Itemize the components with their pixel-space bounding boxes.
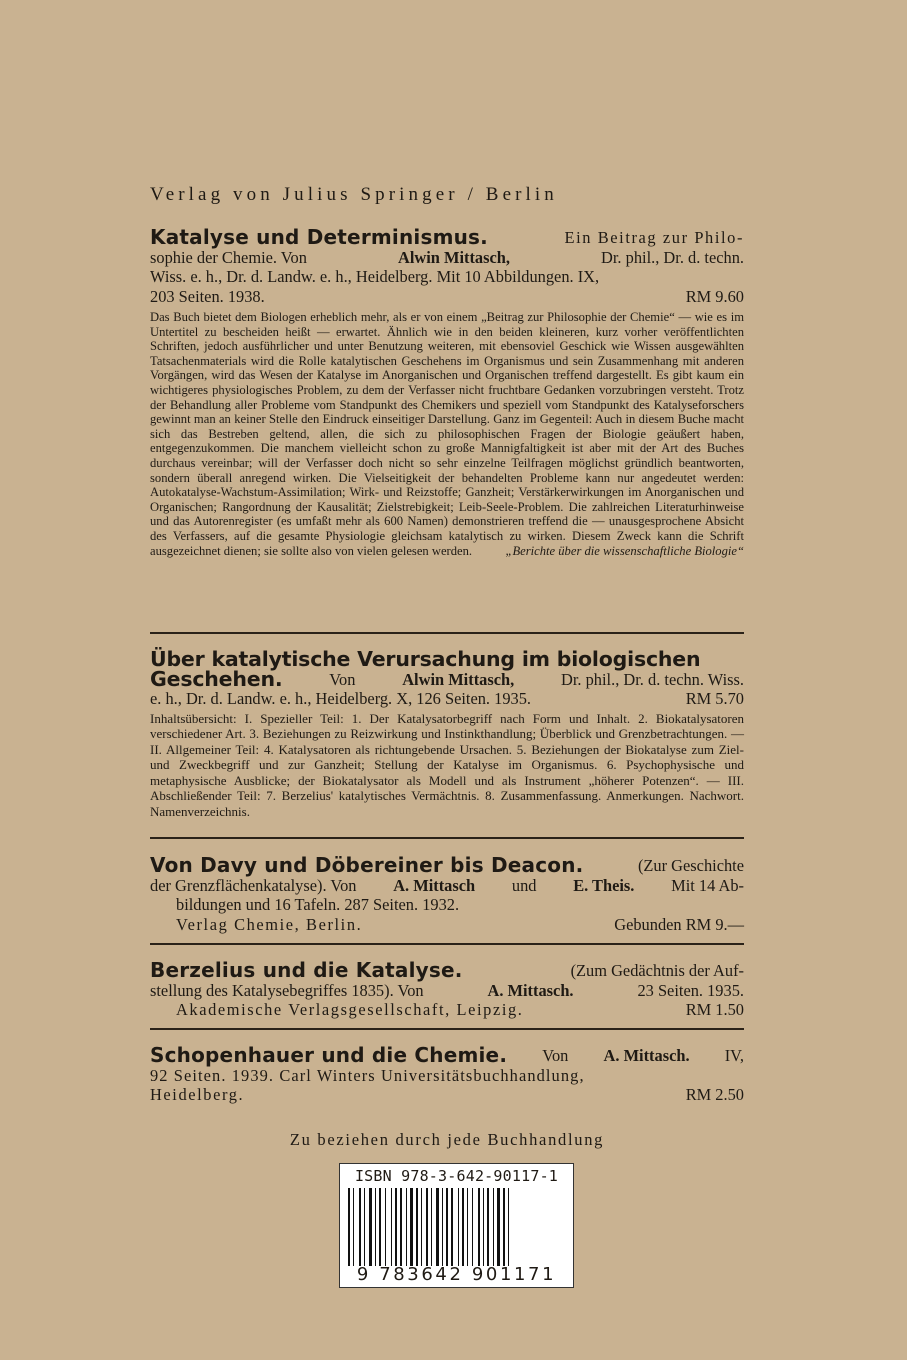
barcode-bar bbox=[400, 1188, 402, 1266]
barcode-bar bbox=[353, 1188, 354, 1266]
text-fragment: Dr. phil., Dr. d. techn. bbox=[601, 247, 744, 267]
barcode-bar bbox=[442, 1188, 443, 1266]
barcode-bar bbox=[510, 1188, 512, 1266]
entry-header bbox=[150, 647, 744, 709]
barcode-bar bbox=[421, 1188, 422, 1266]
barcode-bar bbox=[403, 1188, 405, 1266]
barcode-bar bbox=[375, 1188, 376, 1266]
barcode-bar bbox=[503, 1188, 505, 1266]
barcode-bar bbox=[429, 1188, 430, 1266]
barcode-bar bbox=[382, 1188, 384, 1266]
book-entry-katalytische-verursachung bbox=[150, 647, 744, 820]
barcode-bar bbox=[495, 1188, 496, 1266]
barcode-bar bbox=[419, 1188, 420, 1266]
text-fragment: sophie der Chemie. Von bbox=[150, 247, 307, 267]
author-name: A. Mittasch bbox=[393, 875, 476, 895]
text-fragment: stellung des Katalysebegriffes 1835). Von bbox=[150, 980, 424, 1000]
author-name: A. Mittasch. bbox=[487, 980, 574, 1000]
book-title: Berzelius und die Katalyse. bbox=[150, 958, 463, 982]
price: RM 2.50 bbox=[685, 1085, 744, 1104]
barcode-bar bbox=[395, 1188, 397, 1266]
barcode-bar bbox=[458, 1188, 459, 1266]
text-fragment: Dr. phil., Dr. d. techn. Wiss. bbox=[561, 669, 744, 689]
barcode-bar bbox=[462, 1188, 464, 1266]
barcode-bar bbox=[446, 1188, 448, 1266]
barcode-bar bbox=[398, 1188, 399, 1266]
barcode-bar bbox=[483, 1188, 484, 1266]
barcode-bar bbox=[487, 1188, 489, 1266]
barcode-bar bbox=[426, 1188, 428, 1266]
barcode-bar bbox=[460, 1188, 461, 1266]
subtitle-text: (Zur Geschichte bbox=[637, 856, 744, 875]
barcode-bar bbox=[385, 1188, 386, 1266]
divider bbox=[150, 837, 744, 839]
barcode-bar bbox=[449, 1188, 450, 1266]
barcode-bar bbox=[490, 1188, 492, 1266]
ean-digits: 9 783642 901171 bbox=[356, 1264, 557, 1285]
barcode-bar bbox=[433, 1188, 435, 1266]
barcode-bar bbox=[467, 1188, 468, 1266]
barcode-bar bbox=[478, 1188, 480, 1266]
text-fragment: der Grenzflächenkatalyse). Von bbox=[150, 875, 357, 895]
author-name: Alwin Mittasch, bbox=[402, 669, 515, 689]
barcode-bar bbox=[501, 1188, 502, 1266]
barcode-bar bbox=[497, 1188, 500, 1266]
barcode-bar bbox=[408, 1188, 409, 1266]
text-fragment: Von bbox=[329, 669, 356, 689]
barcode-bar bbox=[474, 1188, 477, 1266]
barcode-bar bbox=[493, 1188, 494, 1266]
barcode-bar bbox=[506, 1188, 507, 1266]
barcode-bar bbox=[481, 1188, 482, 1266]
barcode-bar bbox=[369, 1188, 372, 1266]
barcode-bar bbox=[485, 1188, 486, 1266]
review-text bbox=[150, 310, 744, 558]
barcode-bar bbox=[379, 1188, 381, 1266]
publication-details: e. h., Dr. d. Landw. e. h., Heidelberg. X, 126 Seiten. 1935. bbox=[150, 689, 532, 708]
author-name: E. Theis. bbox=[573, 875, 635, 895]
book-title: Schopenhauer und die Chemie. bbox=[150, 1043, 508, 1067]
divider bbox=[150, 1028, 744, 1030]
book-entry-davy-doebereiner bbox=[150, 853, 744, 934]
barcode-bar bbox=[431, 1188, 432, 1266]
barcode-bar bbox=[348, 1188, 350, 1266]
barcode-bar bbox=[362, 1188, 363, 1266]
contents-summary: Inhaltsübersicht: I. Spezieller Teil: 1. Der Katalysatorbegriff nach Form und Inhalt. 2. Biokatalysatoren verschiedener Art. 3. Beziehungen zu Reizwirkung und Instinkthandlung; Überblick und Grenzbetrachtungen. — II. Allgemeiner Teil: 4. Katalysatoren als richtungebende Ursachen. 5. Beziehungen der Biokatalyse zum Ziel- und Zweckbegriff und zur Ganzheit; Stellung der Katalyse im Organismus. 6. Psychophysische und metaphysische Ausblicke; der Biokatalysator als Modell und als Instrument „höherer Potenzen“. — III. Abschließender Teil: 7. Berzelius' katalytisches Vermächtnis. 8. Zusammenfassung. Anmerkungen. Nachwort. Namenverzeichnis. bbox=[150, 710, 744, 820]
book-entry-katalyse-determinismus bbox=[150, 225, 744, 558]
barcode-bar bbox=[406, 1188, 407, 1266]
author-name: Alwin Mittasch, bbox=[397, 247, 510, 267]
barcode-bar bbox=[410, 1188, 413, 1266]
text-fragment: IV, bbox=[724, 1046, 744, 1065]
price: RM 9.60 bbox=[685, 286, 744, 306]
barcode-bar bbox=[440, 1188, 441, 1266]
barcode-bar bbox=[373, 1188, 374, 1266]
divider bbox=[150, 943, 744, 945]
subtitle-text: Ein Beitrag zur Philo- bbox=[564, 228, 744, 247]
availability-note: Zu beziehen durch jede Buchhandlung bbox=[289, 1130, 605, 1149]
book-title-line2: Geschehen. bbox=[150, 666, 283, 691]
barcode-bar bbox=[444, 1188, 445, 1266]
barcode-bar bbox=[393, 1188, 394, 1266]
entry-header bbox=[150, 1043, 744, 1105]
text-fragment: Mit 14 Ab- bbox=[671, 875, 744, 895]
barcode-bar bbox=[364, 1188, 365, 1266]
entry-header bbox=[150, 958, 744, 1020]
barcode-bar bbox=[359, 1188, 361, 1266]
price: Gebunden RM 9.— bbox=[614, 914, 744, 934]
barcode-bar bbox=[472, 1188, 473, 1266]
text-fragment: 23 Seiten. 1935. bbox=[637, 980, 744, 1000]
barcode-bar bbox=[387, 1188, 390, 1266]
text-fragment: und bbox=[511, 875, 537, 895]
barcode-bar bbox=[465, 1188, 466, 1266]
review-source: „Berichte über die wissenschaftliche Biologie“ bbox=[505, 543, 744, 558]
book-title: Von Davy und Döbereiner bis Deacon. bbox=[150, 853, 584, 877]
barcode-bar bbox=[355, 1188, 358, 1266]
barcode-bar bbox=[391, 1188, 392, 1266]
barcode-bar bbox=[416, 1188, 418, 1266]
publisher-name: Akademische Verlagsgesellschaft, Leipzig. bbox=[176, 1000, 524, 1019]
divider bbox=[150, 632, 744, 634]
entry-header bbox=[150, 225, 744, 306]
barcode-bar bbox=[451, 1188, 453, 1266]
barcode-bar bbox=[351, 1188, 352, 1266]
text-fragment: Von bbox=[542, 1046, 569, 1065]
barcode-bar bbox=[469, 1188, 471, 1266]
book-title-line1: Über katalytische Verursachung im biologischen bbox=[150, 647, 701, 671]
publication-details: Wiss. e. h., Dr. d. Landw. e. h., Heidelberg. Mit 10 Abbildungen. IX, bbox=[150, 267, 600, 286]
subtitle-text: (Zum Gedächtnis der Auf- bbox=[570, 961, 744, 980]
isbn-label: ISBN 978-3-642-90117-1 bbox=[354, 1167, 559, 1185]
barcode-bar bbox=[436, 1188, 439, 1266]
publication-details: bildungen und 16 Tafeln. 287 Seiten. 1932. bbox=[176, 895, 460, 914]
barcode-bar bbox=[377, 1188, 378, 1266]
price: RM 1.50 bbox=[685, 1000, 744, 1019]
book-entry-schopenhauer bbox=[150, 1043, 744, 1105]
book-title: Katalyse und Determinismus. bbox=[150, 225, 488, 249]
publisher-name: Verlag Chemie, Berlin. bbox=[176, 914, 363, 934]
barcode-bars bbox=[348, 1188, 565, 1266]
isbn-barcode bbox=[339, 1163, 574, 1288]
author-name: A. Mittasch. bbox=[603, 1046, 690, 1065]
publisher-line: Verlag von Julius Springer / Berlin bbox=[150, 184, 558, 205]
entry-header bbox=[150, 853, 744, 934]
price: RM 5.70 bbox=[685, 689, 744, 708]
publisher-city: Heidelberg. bbox=[150, 1085, 245, 1104]
barcode-bar bbox=[423, 1188, 425, 1266]
book-entry-berzelius bbox=[150, 958, 744, 1020]
review-body: Das Buch bietet dem Biologen erheblich mehr, als er von einem „Beitrag zur Philosophie der Chemie“ — wie es im Untertitel zu bescheiden heißt — erwartet. Ähnlich wie in den beiden kleineren, kurz vorher veröffentlichten Schriften, jedoch ausführlicher und unter Benutzung weiteren, mit ebensoviel Geschick wie Wissen ausgewählten Tatsachenmaterials wird die Rolle katalytischen Geschehens im Organismus und sein Zusammenhang mit anderen Vorgängen, wird das Wesen der Katalyse im Anorganischen und Organischen treffend dargestellt. Es gibt kaum ein wichtigeres physiologisches Problem, zu dem der Verfasser nicht fruchtbare Gedanken vorzubringen versteht. Trotz der Behandlung aller Probleme vom Standpunkt des Chemikers und speziell vom Standpunkt des Katalyseforschers gewinnt man an keiner Stelle den Eindruck einseitiger Darstellung. Ganz im Gegenteil: Auch in diesem Buche macht sich das Bestreben geltend, allen, die sich zu philosophischen Fragen der Biologie geäußert haben, entgegenzukommen. Die manchem vielleicht schon zu große Mannigfaltigkeit ist aber mit der Art des Buches durchaus vereinbar; will der Verfasser doch nicht so sehr einzelne Teilfragen möglichst gründlich beantworten, sondern überall anregend wirken. Die Vielseitigkeit der behandelten Probleme kann nur angedeutet werden: Autokatalyse-Wachstum-Assimilation; Wirk- und Reizstoffe; Ganzheit; Verstärkerwirkungen im Anorganischen und Organischen; Rangordnung der Kausalität; Zielstrebigkeit; Leib-Seele-Problem. Die zahlreichen Literaturhinweise und das Autorenregister (es umfaßt mehr als 600 Namen) demonstrieren treffend die — unausgesprochene Absicht des Verfassers, auf die gesamte Physiologie gleichsam katalytisch zu wirken. Diesem Zweck kann die Schrift ausgezeichnet dienen; sie sollte also von vielen gelesen werden. bbox=[150, 310, 744, 558]
publication-details: 92 Seiten. 1939. Carl Winters Universitätsbuchhandlung, bbox=[150, 1065, 585, 1085]
barcode-bar bbox=[366, 1188, 368, 1266]
pages-year: 203 Seiten. 1938. bbox=[150, 286, 265, 306]
barcode-bar bbox=[414, 1188, 415, 1266]
barcode-bar bbox=[508, 1188, 509, 1266]
barcode-bar bbox=[454, 1188, 457, 1266]
